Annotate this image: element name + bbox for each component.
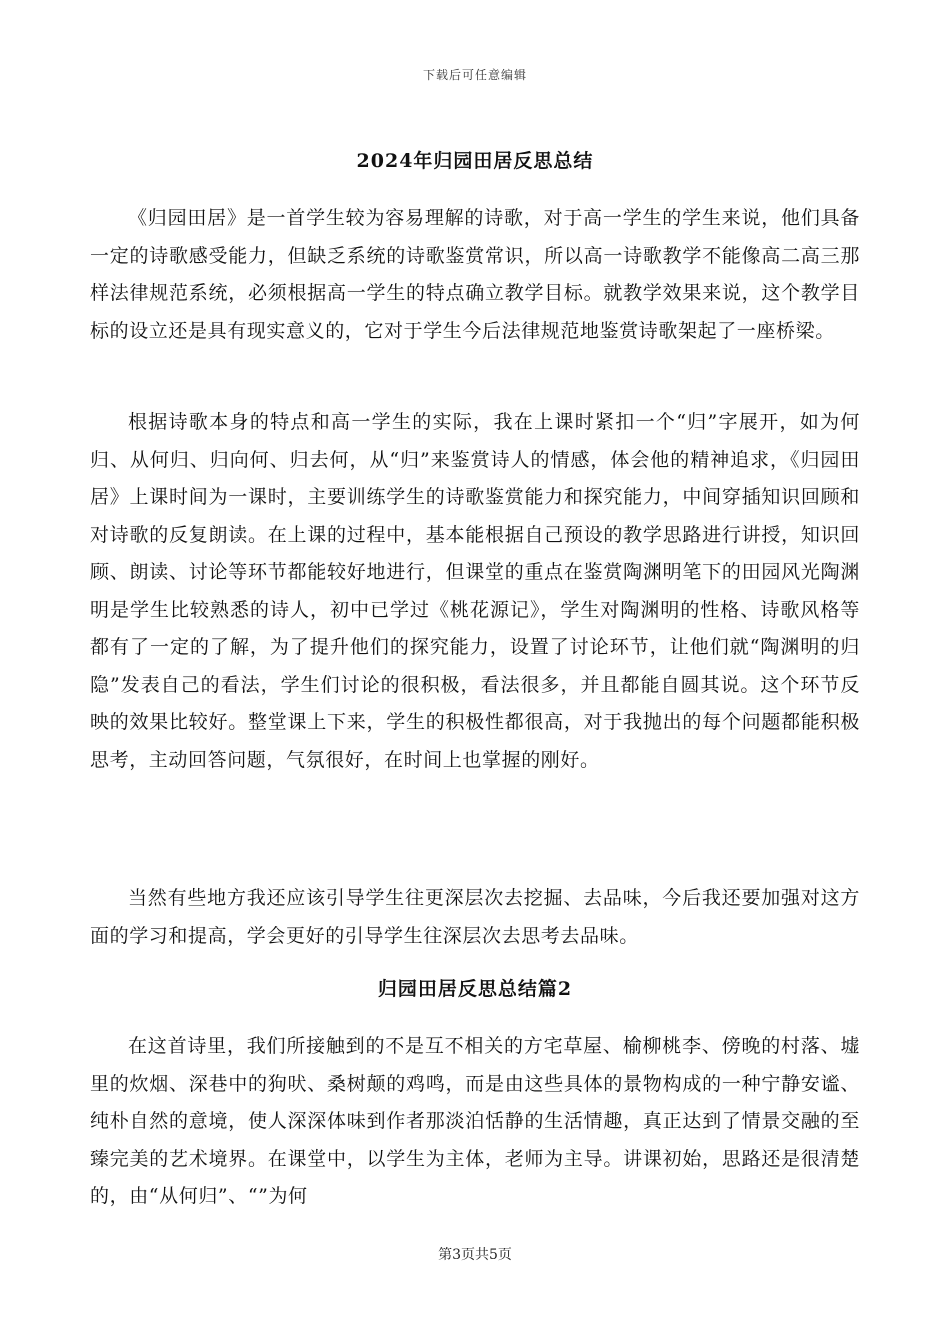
document-title: 2024年归园田居反思总结: [356, 150, 594, 172]
header-note: 下载后可任意编辑: [422, 68, 527, 82]
section-2-paragraph-1: 在这首诗里，我们所接触到的不是互不相关的方宅草屋、榆柳桃李、傍晚的村落、墟里的炊烟、深巷中的狗吠、桑树颠的鸡鸣，而是由这些具体的景物构成的一种宁静安谧、纯朴自然的意境，使人深深体味到作者那淡泊恬静的生活情趣，真正达到了情景交融的至臻完美的艺术境界。在课堂中，以学生为主体，老师为主导。讲课初始，思路还是很清楚的，由“从何归”、“”为何: [90, 1035, 860, 1207]
paragraph-1: 《归园田居》是一首学生较为容易理解的诗歌，对于高一学生的学生来说，他们具备一定的诗歌感受能力，但缺乏系统的诗歌鉴赏常识，所以高一诗歌教学不能像高二高三那样法律规范系统，必须根据高一学生的特点确立教学目标。就教学效果来说，这个教学目标的设立还是具有现实意义的，它对于学生今后法律规范地鉴赏诗歌架起了一座桥梁。: [90, 207, 860, 342]
section-2-title: 归园田居反思总结篇2: [377, 978, 573, 1000]
paragraph-2: 根据诗歌本身的特点和高一学生的实际，我在上课时紧扣一个“归”字展开，如为何归、从何归、归向何、归去何，从“归”来鉴赏诗人的情感，体会他的精神追求，《归园田居》上课时间为一课时，主要训练学生的诗歌鉴赏能力和探究能力，中间穿插知识回顾和对诗歌的反复朗读。在上课的过程中，基本能根据自己预设的教学思路进行讲授，知识回顾、朗读、讨论等环节都能较好地进行，但课堂的重点在鉴赏陶渊明笔下的田园风光陶渊明是学生比较熟悉的诗人，初中已学过《桃花源记》，学生对陶渊明的性格、诗歌风格等都有了一定的了解，为了提升他们的探究能力，设置了讨论环节，让他们就“陶渊明的归隐”发表自己的看法，学生们讨论的很积极，看法很多，并且都能自圆其说。这个环节反映的效果比较好。整堂课上下来，学生的积极性都很高，对于我抛出的每个问题都能积极思考，主动回答问题，气氛很好，在时间上也掌握的刚好。: [90, 411, 860, 771]
paragraph-3: 当然有些地方我还应该引导学生往更深层次去挖掘、去品味，今后我还要加强对这方面的学习和提高，学会更好的引导学生往深层次去思考去品味。: [90, 887, 860, 947]
page-number-footer: 第3页共5页: [438, 1247, 512, 1263]
